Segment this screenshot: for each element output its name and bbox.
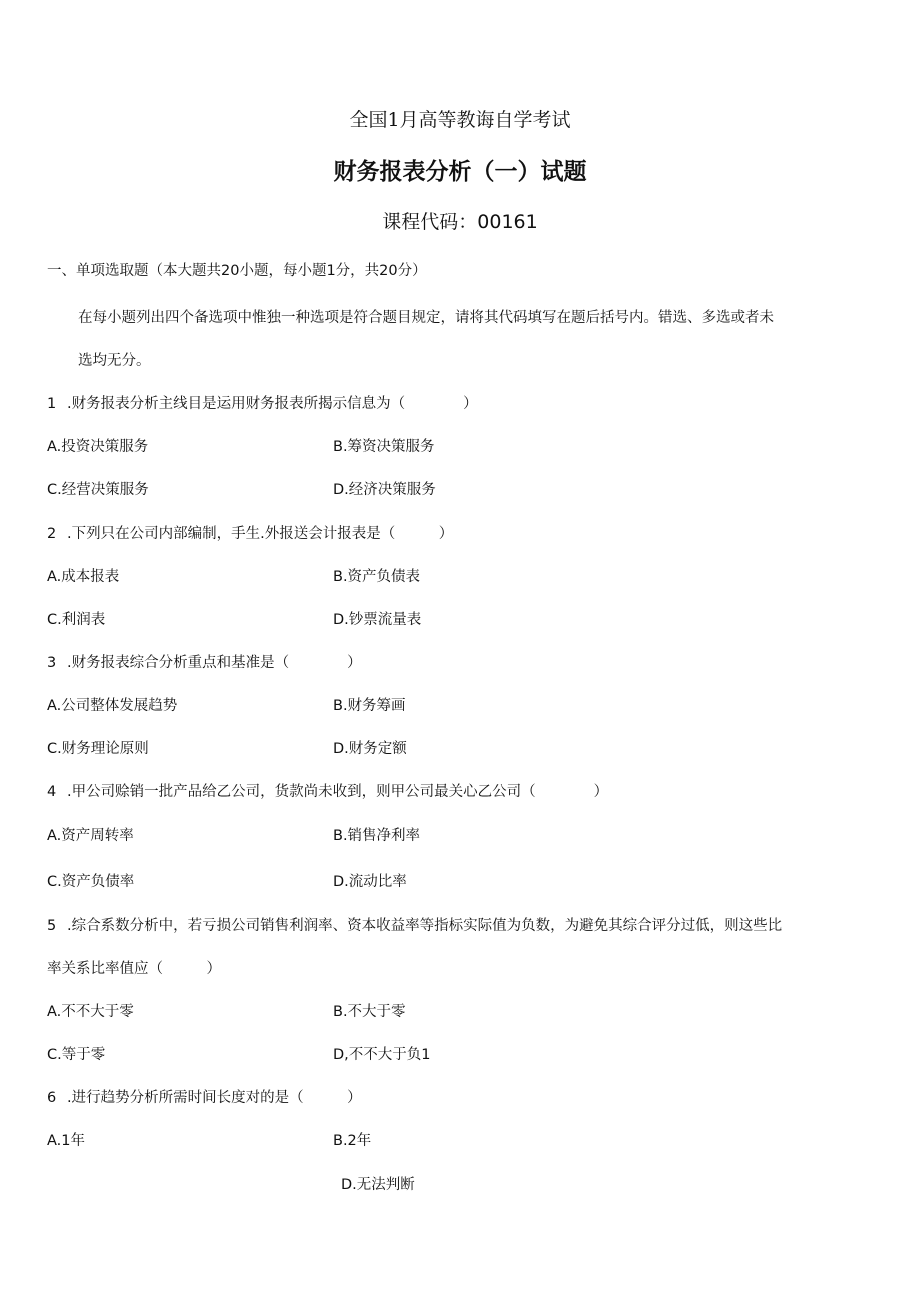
instruction-line-1: 在每小题列出四个备选项中惟独一种选项是符合题目规定，请将其代码填写在题后括号内。错选、多选或者未 [78, 310, 774, 326]
instruction-line-2: 选均无分。 [78, 353, 151, 369]
question-number: 2 [47, 526, 57, 542]
question-number: 3 [47, 655, 57, 671]
course-code: 课程代码：00161 [382, 211, 538, 233]
option-a: A.成本报表 [47, 569, 120, 585]
option-a: A.资产周转率 [47, 828, 134, 844]
option-b: B.2年 [333, 1133, 372, 1149]
option-d: D.经济决策服务 [333, 482, 436, 498]
question-5-continued: 率关系比率值应（ ） [47, 961, 221, 977]
option-d: D.财务定额 [333, 741, 407, 757]
option-a: A.公司整体发展趋势 [47, 698, 178, 714]
question-text: .综合系数分析中，若亏损公司销售利润率、资本收益率等指标实际值为负数，为避免其综合评分过低，则这些比 [67, 918, 783, 934]
option-a: A.1年 [47, 1133, 85, 1149]
option-b: B.销售净利率 [333, 828, 421, 844]
question-3 [47, 652, 362, 674]
option-a: A.不不大于零 [47, 1004, 134, 1020]
option-a: A.投资决策服务 [47, 439, 149, 455]
question-1 [47, 393, 478, 415]
question-number: 5 [47, 918, 57, 934]
question-number: 6 [47, 1090, 57, 1106]
question-text: .财务报表分析主线目是运用财务报表所揭示信息为（ ） [67, 396, 478, 412]
question-5 [47, 915, 782, 937]
option-b: B.不大于零 [333, 1004, 406, 1020]
option-b: B.资产负债表 [333, 569, 421, 585]
option-b: B.财务筹画 [333, 698, 406, 714]
option-d: D.钞票流量表 [333, 612, 422, 628]
question-4 [47, 781, 608, 803]
option-d: D.无法判断 [341, 1177, 415, 1193]
question-text: .财务报表综合分析重点和基准是（ ） [67, 655, 362, 671]
question-number: 1 [47, 396, 57, 412]
question-text: .甲公司赊销一批产品给乙公司，货款尚未收到，则甲公司最关心乙公司（ ） [67, 784, 609, 800]
option-d: D,不不大于负1 [333, 1047, 431, 1063]
question-number: 4 [47, 784, 57, 800]
question-text: .进行趋势分析所需时间长度对的是（ ） [67, 1090, 362, 1106]
option-c: C.利润表 [47, 612, 106, 628]
subject-title: 财务报表分析（一）试题 [333, 159, 587, 185]
question-text: .下列只在公司内部编制，手生.外报送会计报表是（ ） [67, 526, 454, 542]
question-2 [47, 523, 453, 545]
option-c: C.等于零 [47, 1047, 106, 1063]
section-heading: 一、单项选取题（本大题共20小题，每小题1分，共20分） [47, 263, 427, 279]
option-c: C.经营决策服务 [47, 482, 149, 498]
option-b: B.筹资决策服务 [333, 439, 435, 455]
option-c: C.资产负债率 [47, 874, 135, 890]
option-c: C.财务理论原则 [47, 741, 149, 757]
question-6 [47, 1087, 362, 1109]
option-d: D.流动比率 [333, 874, 407, 890]
exam-title: 全国1月高等教诲自学考试 [349, 109, 571, 131]
